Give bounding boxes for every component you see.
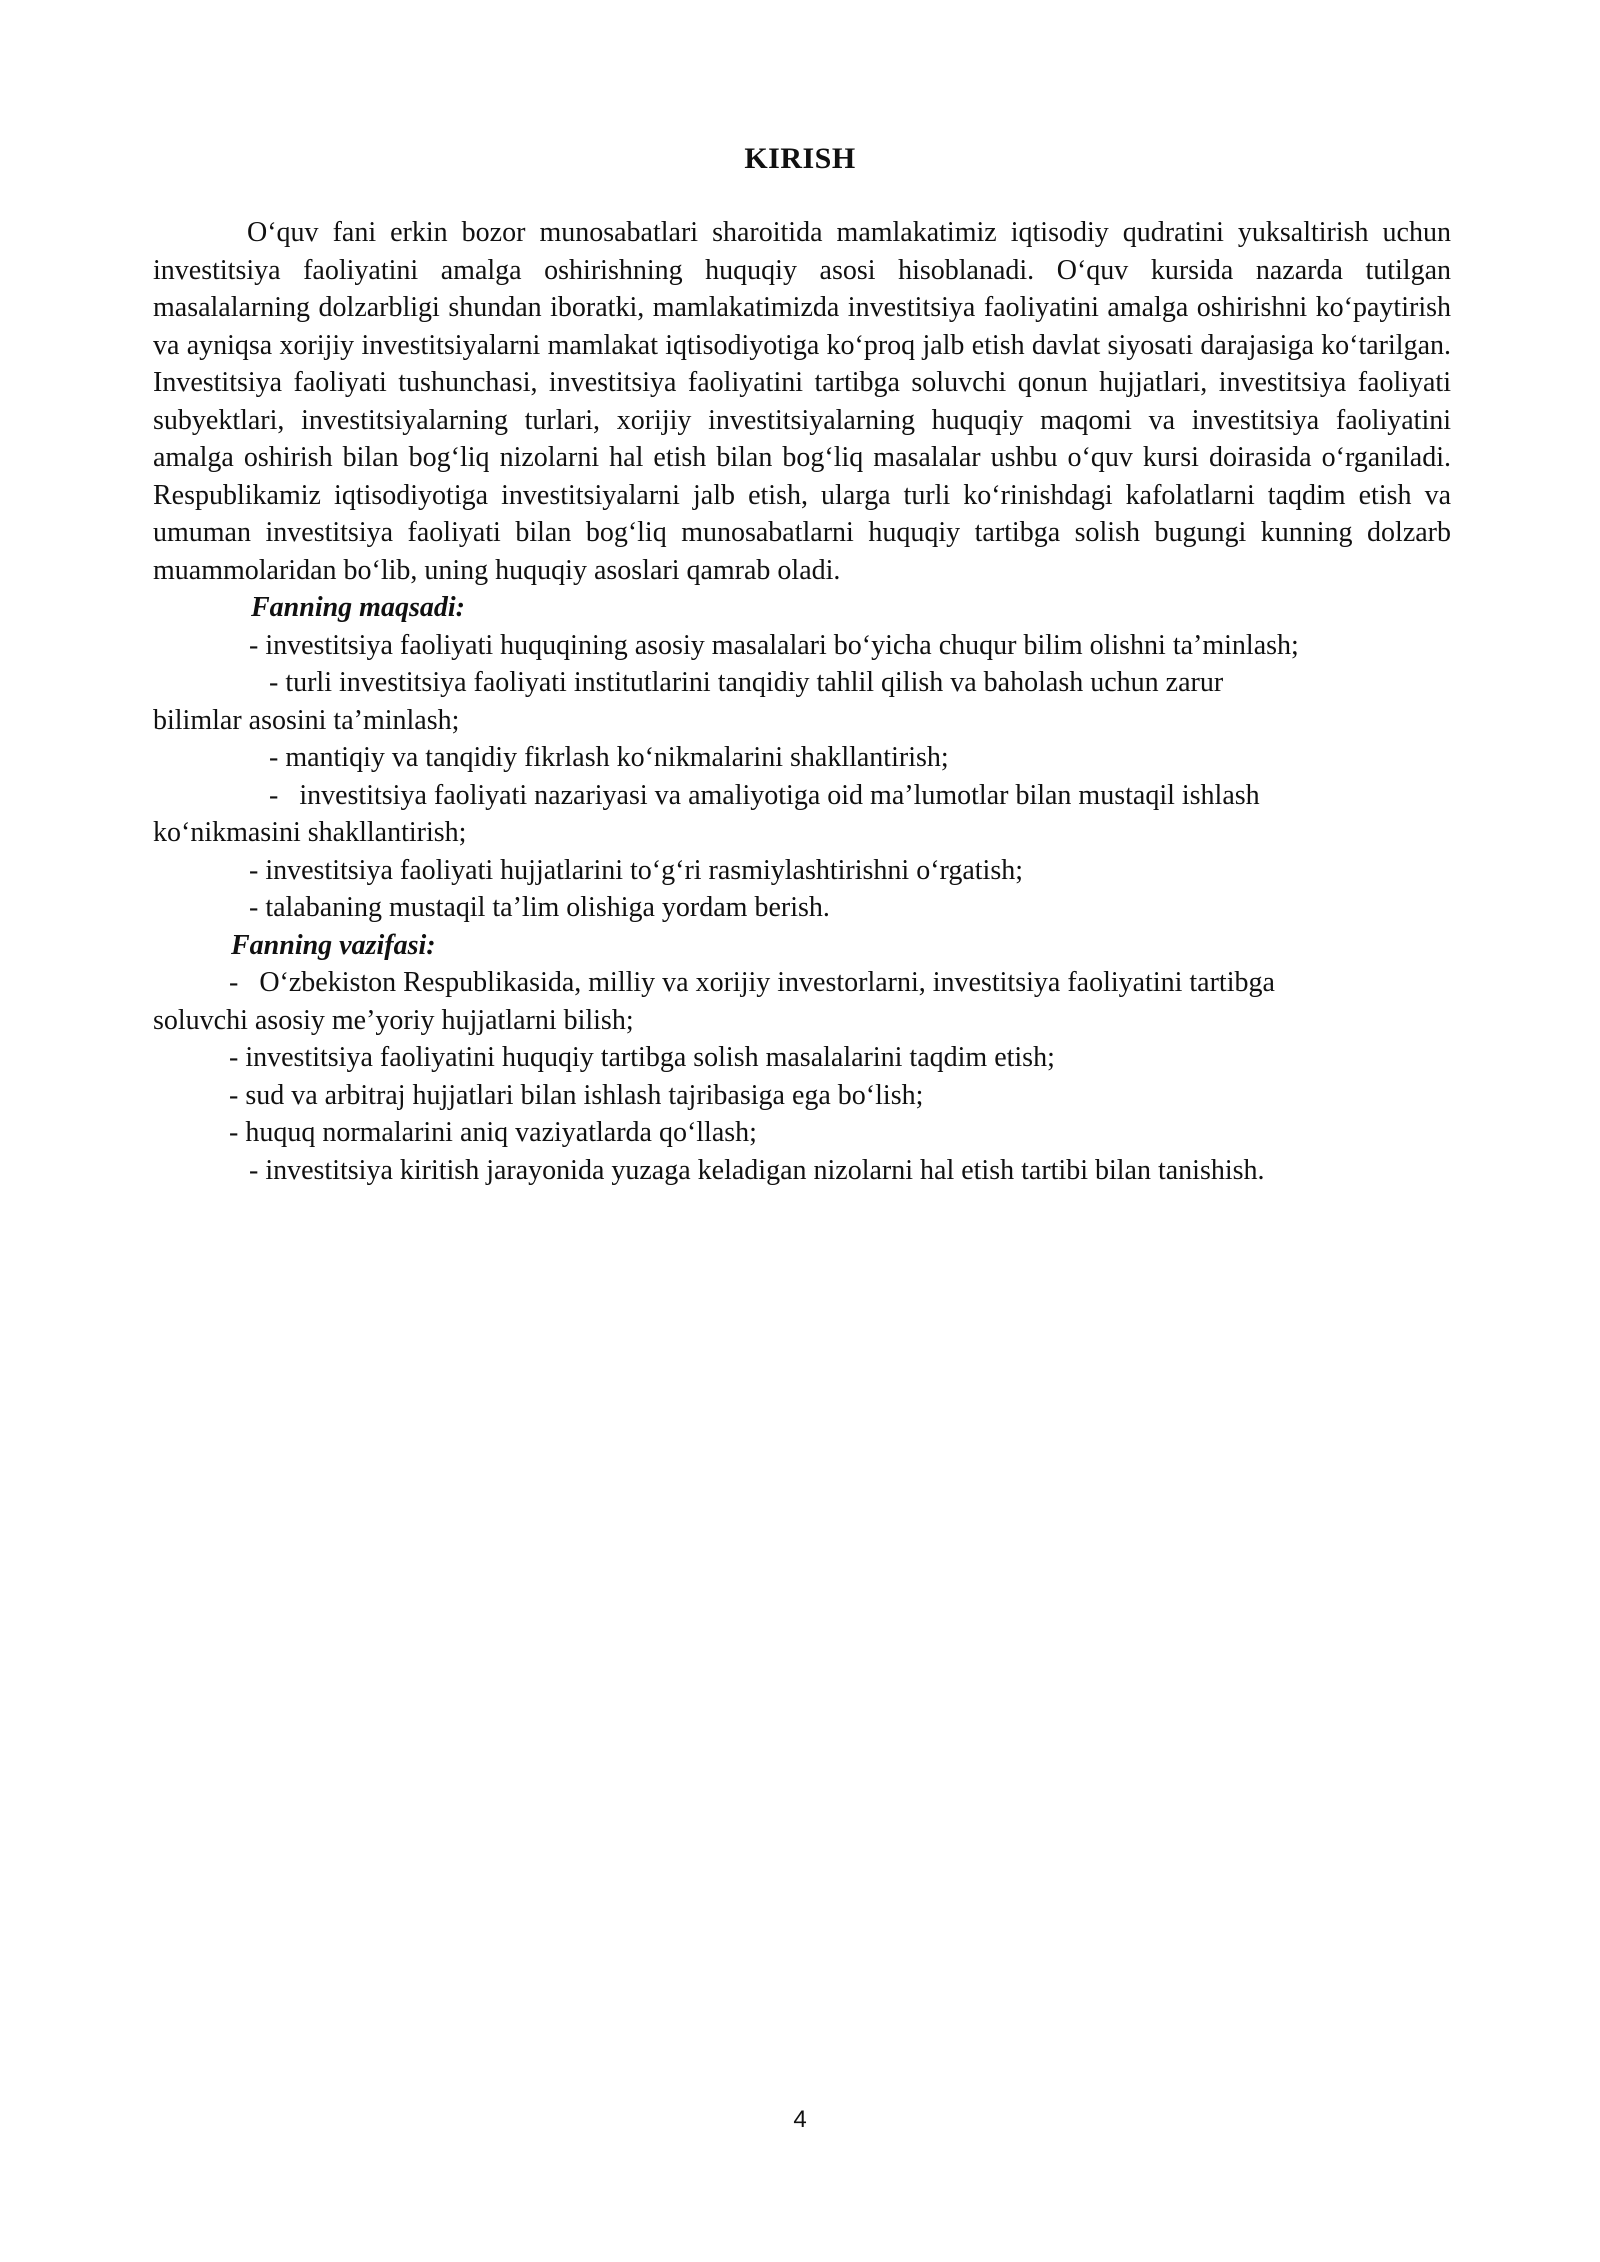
list-item: soluvchi asosiy me’yoriy hujjatlarni bilish; bbox=[153, 1004, 634, 1036]
list-item: - investitsiya faoliyati nazariyasi va amaliyotiga oid ma’lumotlar bilan mustaqil ishlash bbox=[269, 779, 1260, 811]
list-item: - investitsiya faoliyati hujjatlarini to‘g‘ri rasmiylashtirishni o‘rgatish; bbox=[249, 854, 1024, 886]
goals-heading: Fanning maqsadi: bbox=[251, 592, 465, 623]
goals-list bbox=[153, 627, 1451, 927]
list-item: - huquq normalarini aniq vaziyatlarda qo‘llash; bbox=[229, 1117, 757, 1148]
list-item: - turli investitsiya faoliyati institutlarini tanqidiy tahlil qilish va baholash uchun zarur bbox=[269, 667, 1224, 698]
page-content bbox=[153, 214, 1451, 1189]
list-item: ko‘nikmasini shakllantirish; bbox=[153, 817, 467, 848]
list-item: bilimlar asosini ta’minlash; bbox=[153, 704, 460, 736]
intro-paragraph: O‘quv fani erkin bozor munosabatlari sharoitida mamlakatimiz iqtisodiy qudratini yuksaltirish uchun investitsiya faoliyatini amalga oshirishning huquqiy asosi hisoblanadi. O‘quv kursida nazarda tutilgan masalalarning dolzarbligi shundan iboratki, mamlakatimizda investitsiya faoliyatini amalga oshirishni ko‘paytirish va ayniqsa xorijiy investitsiyalarni mamlakat iqtisodiyotiga ko‘proq jalb etish davlat siyosati darajasiga ko‘tarilgan. Investitsiya faoliyati tushunchasi, investitsiya faoliyatini tartibga soluvchi qonun hujjatlari, investitsiya faoliyati subyektlari, investitsiyalarning turlari, xorijiy investitsiyalarning huquqiy maqomi va investitsiya faoliyatini amalga oshirish bilan bog‘liq nizolarni hal etish bilan bog‘liq masalalar ushbu o‘quv kursi doirasida o‘rganiladi. Respublikamiz iqtisodiyotiga investitsiyalarni jalb etish, ularga turli ko‘rinishdagi kafolatlarni taqdim etish va umuman investitsiya faoliyati bilan bog‘liq munosabatlarni huquqiy tartibga solish bugungi kunning dolzarb muammolaridan bo‘lib, uning huquqiy asoslari qamrab oladi. bbox=[153, 217, 1451, 586]
list-item: - sud va arbitraj hujjatlari bilan ishlash tajribasiga ega bo‘lish; bbox=[229, 1079, 924, 1111]
page-title: KIRISH bbox=[744, 142, 856, 175]
list-item: - investitsiya faoliyati huquqining asosiy masalalari bo‘yicha chuqur bilim olishni ta’minlash; bbox=[249, 629, 1299, 661]
list-item: - investitsiya faoliyatini huquqiy tartibga solish masalalarini taqdim etish; bbox=[229, 1042, 1055, 1073]
list-item: - O‘zbekiston Respublikasida, milliy va xorijiy investorlarni, investitsiya faoliyatini tartibga bbox=[229, 967, 1275, 998]
list-item: - talabaning mustaqil ta’lim olishiga yordam berish. bbox=[249, 892, 830, 923]
page-number: 4 bbox=[793, 2106, 807, 2133]
list-item: - mantiqiy va tanqidiy fikrlash ko‘nikmalarini shakllantirish; bbox=[269, 742, 949, 773]
tasks-heading: Fanning vazifasi: bbox=[231, 929, 436, 961]
list-item: - investitsiya kiritish jarayonida yuzaga keladigan nizolarni hal etish tartibi bilan tanishish. bbox=[249, 1154, 1265, 1186]
tasks-list bbox=[153, 964, 1451, 1189]
